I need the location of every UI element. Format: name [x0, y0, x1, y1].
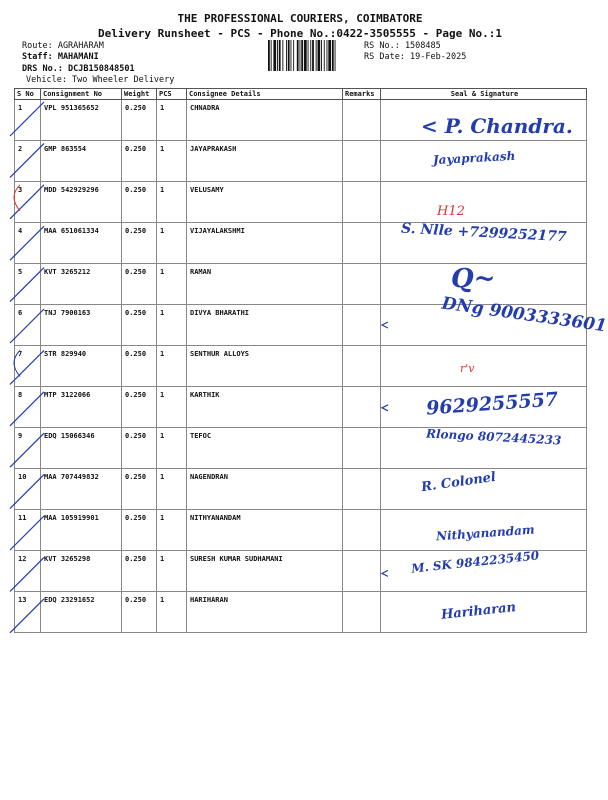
- sno-cell: 9: [15, 428, 41, 469]
- signature-cell: [381, 387, 587, 428]
- sno-cell: 7: [15, 346, 41, 387]
- consignee-cell: SENTHUR ALLOYS: [187, 346, 343, 387]
- handwritten-signature: Rlongo 8072445233: [425, 426, 562, 448]
- pcs-cell: 1: [157, 469, 187, 510]
- signature-cell: [381, 182, 587, 223]
- consignment-cell: MAA 651061334: [41, 223, 122, 264]
- route-label: Route: AGRAHARAM: [22, 41, 104, 51]
- remarks-cell: [343, 510, 381, 551]
- remarks-cell: [343, 469, 381, 510]
- remarks-cell: [343, 346, 381, 387]
- remarks-cell: [343, 264, 381, 305]
- pcs-cell: 1: [157, 551, 187, 592]
- signature-cell: [381, 428, 587, 469]
- pcs-cell: 1: [157, 223, 187, 264]
- table-row: [15, 551, 587, 592]
- company-title: THE PROFESSIONAL COURIERS, COIMBATORE: [177, 12, 423, 25]
- red-annotation: r'v: [460, 362, 475, 375]
- consignee-cell: NAGENDRAN: [187, 469, 343, 510]
- handwritten-signature: Hariharan: [440, 600, 517, 623]
- consignment-cell: KVT 3265298: [41, 551, 122, 592]
- handwritten-signature: 9629255557: [425, 388, 559, 420]
- consignee-cell: TEFOC: [187, 428, 343, 469]
- weight-cell: 0.250: [122, 100, 157, 141]
- consignee-cell: RAMAN: [187, 264, 343, 305]
- consignee-cell: KARTHIK: [187, 387, 343, 428]
- pcs-cell: 1: [157, 428, 187, 469]
- sno-cell: 13: [15, 592, 41, 633]
- signature-cell: [381, 548, 587, 592]
- remarks-cell: [343, 182, 381, 223]
- pcs-cell: 1: [157, 387, 187, 428]
- consignee-cell: JAYAPRAKASH: [187, 141, 343, 182]
- weight-cell: 0.250: [122, 469, 157, 510]
- consignment-cell: MAA 105919901: [41, 510, 122, 551]
- consignment-cell: GMP 863554: [41, 141, 122, 182]
- consignment-cell: EDQ 15066346: [41, 428, 122, 469]
- weight-cell: 0.250: [122, 387, 157, 428]
- weight-cell: 0.250: [122, 182, 157, 223]
- consignment-cell: KVT 3265212: [41, 264, 122, 305]
- pcs-cell: 1: [157, 182, 187, 223]
- consignee-cell: VIJAYALAKSHMI: [187, 223, 343, 264]
- table-row: [15, 592, 587, 633]
- consignee-cell: SURESH KUMAR SUDHAMANI: [187, 551, 343, 592]
- sno-cell: 6: [15, 305, 41, 346]
- weight-cell: 0.250: [122, 428, 157, 469]
- sno-cell: 12: [15, 551, 41, 592]
- remarks-cell: [343, 305, 381, 346]
- signature-cell: [381, 100, 587, 141]
- pcs-cell: 1: [157, 264, 187, 305]
- sno-cell: 4: [15, 223, 41, 264]
- signature-cell: [381, 510, 587, 551]
- consignment-cell: STR 829940: [41, 346, 122, 387]
- runsheet-table: [14, 88, 608, 633]
- remarks-cell: [343, 592, 381, 633]
- table-row: [15, 223, 587, 264]
- weight-cell: 0.250: [122, 305, 157, 346]
- sno-cell: 3: [15, 182, 41, 223]
- remarks-cell: [343, 100, 381, 141]
- consignment-cell: MTP 3122066: [41, 387, 122, 428]
- header-consignee: Consignee Details: [187, 89, 343, 100]
- consignee-cell: CHNADRA: [187, 100, 343, 141]
- consignment-cell: TNJ 7900163: [41, 305, 122, 346]
- weight-cell: 0.250: [122, 141, 157, 182]
- drs-label: DRS No.: DCJB150848501: [22, 64, 135, 74]
- consignment-cell: MDD 542929296: [41, 182, 122, 223]
- rs-number: RS No.: 1508485: [364, 41, 441, 51]
- handwritten-signature: M. SK 9842235450: [410, 548, 540, 576]
- sno-cell: 8: [15, 387, 41, 428]
- table-row: [15, 305, 587, 346]
- sno-cell: 5: [15, 264, 41, 305]
- table-row: [15, 100, 587, 141]
- table-header-row: [15, 89, 587, 100]
- sno-cell: 2: [15, 141, 41, 182]
- consignment-cell: MAA 707449832: [41, 469, 122, 510]
- weight-cell: 0.250: [122, 223, 157, 264]
- handwritten-signature: Q~: [451, 264, 496, 294]
- table-row: [15, 141, 587, 182]
- consignee-cell: VELUSAMY: [187, 182, 343, 223]
- pcs-cell: 1: [157, 346, 187, 387]
- weight-cell: 0.250: [122, 510, 157, 551]
- remarks-cell: [343, 551, 381, 592]
- pcs-cell: 1: [157, 305, 187, 346]
- remarks-cell: [343, 387, 381, 428]
- header-weight: Weight: [122, 89, 157, 100]
- sno-cell: 1: [15, 100, 41, 141]
- barcode: [268, 40, 358, 71]
- consignee-cell: HARIHARAN: [187, 592, 343, 633]
- handwritten-signature: < P. Chandra.: [421, 114, 573, 138]
- handwritten-signature: Jayaprakash: [432, 148, 516, 168]
- header-sno: S No: [15, 89, 41, 100]
- signature-cell: [381, 220, 587, 264]
- pcs-cell: 1: [157, 141, 187, 182]
- red-annotation: H12: [437, 204, 465, 219]
- signature-cell: [381, 293, 608, 346]
- header-consignment: Consignment No: [41, 89, 122, 100]
- table-row: [15, 510, 587, 551]
- signature-cell: [381, 469, 587, 510]
- pcs-cell: 1: [157, 510, 187, 551]
- header-remarks: Remarks: [343, 89, 381, 100]
- table-row: [15, 428, 587, 469]
- signature-cell: [381, 592, 587, 633]
- pcs-cell: 1: [157, 100, 187, 141]
- table-row: [15, 182, 587, 223]
- signature-cell: [381, 346, 587, 387]
- weight-cell: 0.250: [122, 264, 157, 305]
- weight-cell: 0.250: [122, 592, 157, 633]
- handwritten-signature: S. Nlle +7299252177: [400, 220, 568, 246]
- header-signature: Seal & Signature: [381, 89, 587, 100]
- handwritten-signature: DNg 9003333601: [440, 293, 608, 337]
- vehicle-label: Vehicle: Two Wheeler Delivery: [26, 75, 175, 85]
- handwritten-signature: R. Colonel: [420, 469, 497, 496]
- consignee-cell: DIVYA BHARATHI: [187, 305, 343, 346]
- handwritten-signature: Nithyanandam: [435, 522, 536, 544]
- staff-label: Staff: MAHAMANI: [22, 52, 99, 62]
- signature-cell: [381, 141, 587, 182]
- consignment-cell: VPL 951365652: [41, 100, 122, 141]
- table-row: [15, 264, 587, 305]
- remarks-cell: [343, 223, 381, 264]
- weight-cell: 0.250: [122, 346, 157, 387]
- remarks-cell: [343, 428, 381, 469]
- consignee-cell: NITHYANANDAM: [187, 510, 343, 551]
- runsheet-subtitle: Delivery Runsheet - PCS - Phone No.:0422-3505555 - Page No.:1: [98, 27, 502, 40]
- sno-cell: 11: [15, 510, 41, 551]
- consignment-cell: EDQ 23291652: [41, 592, 122, 633]
- weight-cell: 0.250: [122, 551, 157, 592]
- sno-cell: 10: [15, 469, 41, 510]
- header-pcs: PCS: [157, 89, 187, 100]
- table-row: [15, 469, 587, 510]
- pcs-cell: 1: [157, 592, 187, 633]
- rs-date: RS Date: 19-Feb-2025: [364, 52, 467, 62]
- remarks-cell: [343, 141, 381, 182]
- table-row: [15, 346, 587, 387]
- table-row: [15, 387, 587, 428]
